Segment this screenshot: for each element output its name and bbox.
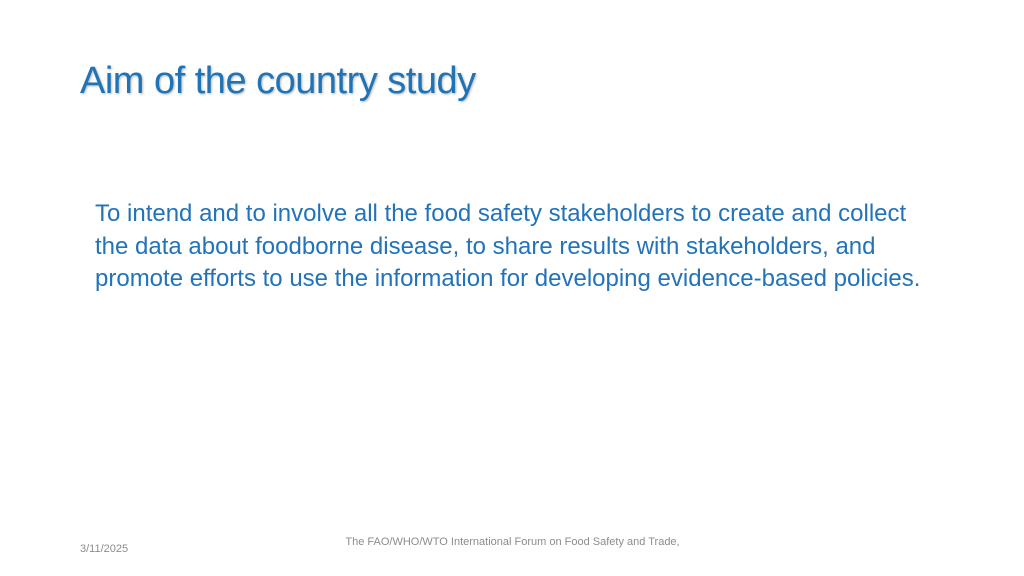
- footer-center-text: The FAO/WHO/WTO International Forum on Food Safety and Trade,: [345, 536, 680, 548]
- slide-title: Aim of the country study: [80, 60, 476, 102]
- footer-date: 3/11/2025: [80, 543, 129, 555]
- slide-body-text: To intend and to involve all the food safety stakeholders to create and collect the data about foodborne disease, to share results with stakeholders, and promote efforts to use the information for developing evidence-based policies.: [95, 200, 921, 292]
